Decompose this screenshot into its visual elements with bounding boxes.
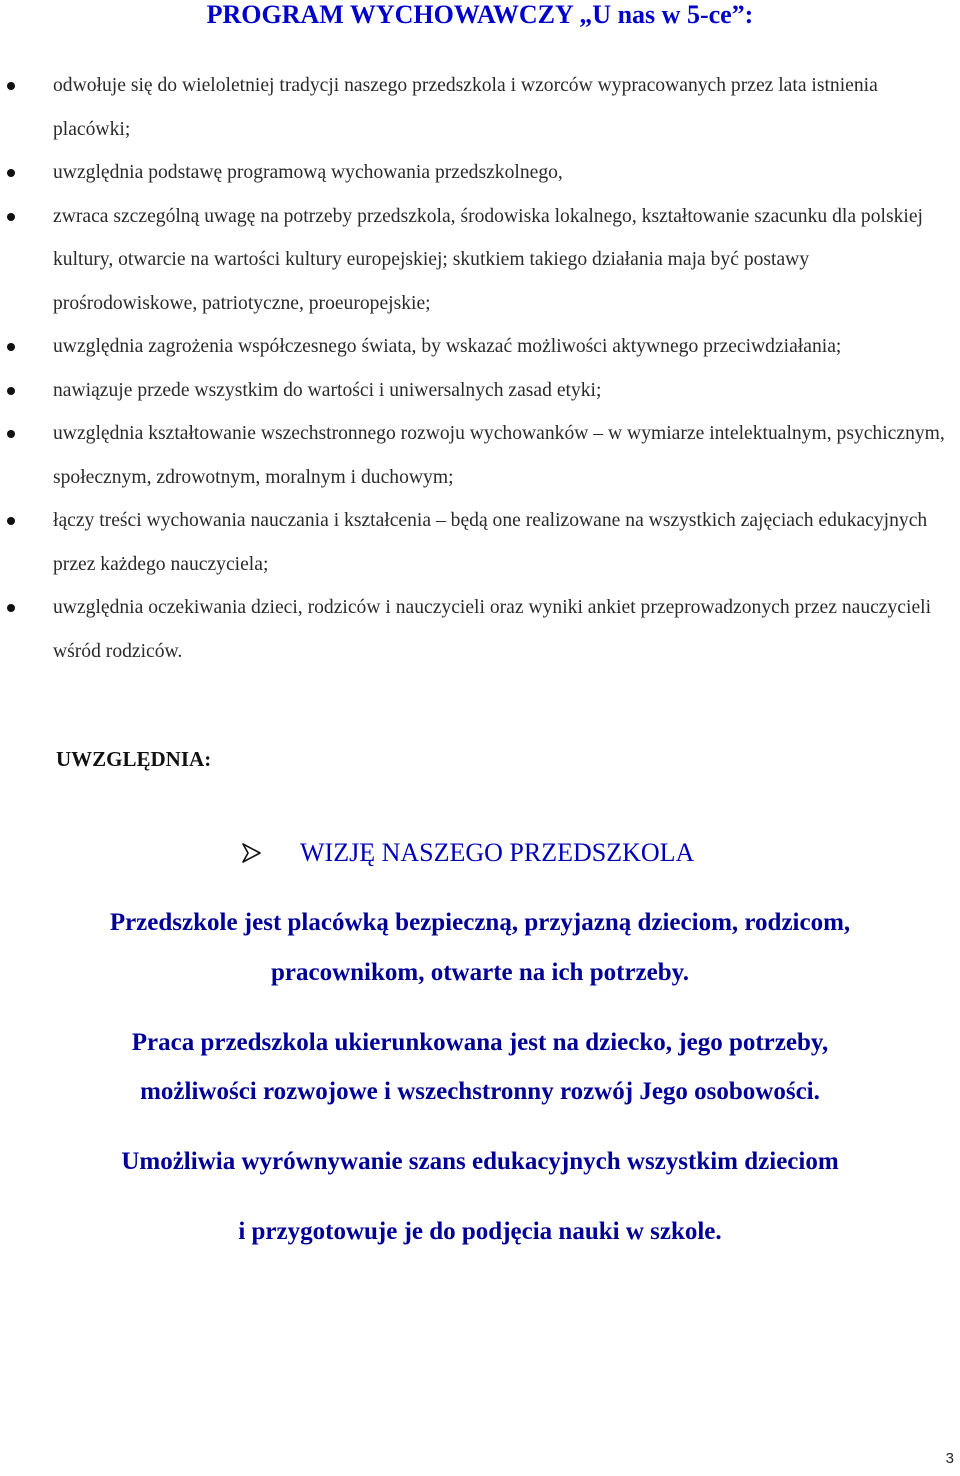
bullet-list	[0, 64, 960, 673]
statement-line: i przygotowuje je do podjęcia nauki w szkole.	[238, 1218, 722, 1245]
list-item	[0, 325, 960, 369]
list-item-text: odwołuje się do wieloletniej tradycji naszego przedszkola i wzorców wypracowanych przez lata istnienia placówki;	[53, 75, 878, 140]
list-item	[0, 64, 960, 151]
bullet-icon	[7, 387, 15, 395]
statement-line: Praca przedszkola ukierunkowana jest na dziecko, jego potrzeby,	[131, 1029, 829, 1056]
list-item	[0, 586, 960, 673]
list-item	[0, 195, 960, 326]
statement-line: możliwości rozwojowe i wszechstronny rozwój Jego osobowości.	[140, 1078, 820, 1105]
list-item-text: łączy treści wychowania nauczania i kształcenia – będą one realizowane na wszystkich zajęciach edukacyjnych przez każdego nauczyciela;	[53, 510, 928, 575]
section-header: UWZGLĘDNIA:	[56, 747, 212, 771]
list-item-text: zwraca szczególną uwagę na potrzeby przedszkola, środowiska lokalnego, kształtowanie szacunku dla polskiej kultury, otwarcie na wartości kultury europejskiej; skutkiem takiego działania maja być postawy prośrodowiskowe, patriotyczne, proeuropejskie;	[53, 205, 923, 314]
bullet-icon	[7, 517, 15, 525]
list-item	[0, 412, 960, 499]
page-title: PROGRAM WYCHOWAWCZY „U nas w 5-ce”:	[206, 0, 754, 29]
list-item	[0, 369, 960, 413]
list-item-text: uwzględnia zagrożenia współczesnego świata, by wskazać możliwości aktywnego przeciwdziałania;	[53, 336, 842, 357]
statement-line: Przedszkole jest placówką bezpieczną, przyjazną dzieciom, rodzicom,	[109, 909, 851, 936]
statement-line: Umożliwia wyrównywanie szans edukacyjnych wszystkim dzieciom	[121, 1148, 839, 1175]
list-item-text: uwzględnia podstawę programową wychowania przedszkolnego,	[53, 162, 563, 183]
list-item	[0, 151, 960, 195]
arrow-right-icon	[240, 842, 262, 864]
statement-line: pracownikom, otwarte na ich potrzeby.	[270, 959, 690, 986]
vision-heading	[240, 836, 694, 870]
bullet-icon	[7, 213, 15, 221]
list-item-text: nawiązuje przede wszystkim do wartości i uniwersalnych zasad etyki;	[53, 379, 602, 401]
bullet-icon	[7, 82, 15, 90]
list-item-text: uwzględnia oczekiwania dzieci, rodziców i nauczycieli oraz wyniki ankiet przeprowadzonych przez nauczycieli wśród rodziców.	[53, 597, 932, 662]
bullet-icon	[7, 343, 15, 351]
bullet-icon	[7, 169, 15, 177]
list-item-text: uwzględnia kształtowanie wszechstronnego rozwoju wychowanków – w wymiarze intelektualnym, psychicznym, społecznym, zdrowotnym, moralnym i duchowym;	[53, 423, 945, 488]
bullet-icon	[7, 604, 15, 612]
list-item	[0, 499, 960, 586]
vision-title: WIZJĘ NASZEGO PRZEDSZKOLA	[300, 838, 695, 867]
bullet-icon	[7, 430, 15, 438]
page-number: 3	[945, 1450, 954, 1467]
